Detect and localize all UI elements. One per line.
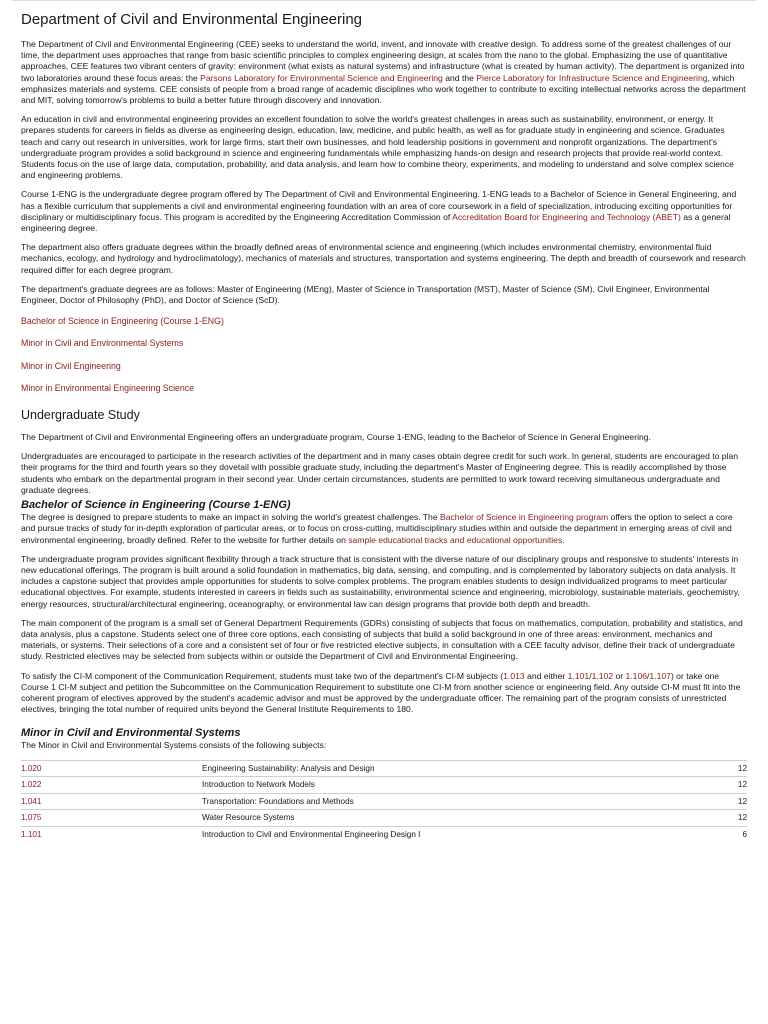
- table-row: [21, 810, 747, 827]
- graduate-areas-paragraph: The department also offers graduate degrees within the broadly defined areas of environmental science and engineering (which includes environmental chemistry, environmental fluid mechanics, ecology, and hydrology and hydroclimatology), mechanics of materials and structures, transportation and systems engineering. The depth and breadth of coursework and research required differ for each degree program.: [21, 242, 746, 275]
- subject-units: 12: [687, 793, 747, 810]
- pierce-lab-link[interactable]: Pierce Laboratory for Infrastructure Science and Engineering: [476, 72, 708, 83]
- undergraduate-intro-paragraph: The Department of Civil and Environmental Engineering offers an undergraduate program, Course 1-ENG, leading to the Bachelor of Science in General Engineering.: [21, 432, 651, 443]
- undergraduate-research-paragraph: Undergraduates are encouraged to participate in the research activities of the department and in many cases obtain degree credit for such work. In general, students are encouraged to plan their programs for the third and fourth years so they dovetail with possible graduate study, including the department's Master of Engineering degree. This is readily accomplished by those students who embark on the departmental program in their second year. Under certain circumstances, students are permitted to work toward receiving simultaneous undergraduate and graduate degrees.: [21, 451, 739, 495]
- subject-title: Engineering Sustainability: Analysis and Design: [202, 760, 687, 777]
- bs-degree-paragraph: The degree is designed to prepare students to make an impact in solving the world's greatest challenges. The Bachelor of Science in Engineering program offers the option to select a core and pursue tracks of study for in-depth exploration of particular areas, or to focus on cross-cutting, multidisciplinary studies within and outside the department in emerging areas of civil and environmental engineering, broadly defined. Refer to the website for further details on sample educational tracks and educational opportunities.: [21, 512, 733, 545]
- subject-units: 12: [687, 760, 747, 777]
- subject-link-1013[interactable]: 1.013: [503, 670, 525, 681]
- bs-gdr-paragraph: The main component of the program is a small set of General Department Requirements (GDRs) consisting of subjects that focus on mathematics, computation, probability and statistics, and data analysis, plus a capstone. Students select one of three core options, each consisting of subjects that build a solid background in one of three areas: environment, mechanics and materials, or systems. Their selections of a core and a consistent set of four or five restricted elective subjects, in consultation with a CEE faculty advisor, define their track of undergraduate study. Restricted electives may be selected from subjects within or outside the Department of Civil and Environmental Engineering.: [21, 617, 743, 662]
- minor-civil-env-systems-link[interactable]: Minor in Civil and Environmental Systems: [21, 338, 184, 349]
- table-row: [21, 777, 747, 794]
- undergraduate-study-heading: Undergraduate Study: [21, 408, 140, 423]
- subject-code-link[interactable]: 1.022: [21, 780, 42, 790]
- subject-units: 6: [687, 826, 747, 842]
- subject-units: 12: [687, 810, 747, 827]
- subject-title: Transportation: Foundations and Methods: [202, 793, 687, 810]
- graduate-degrees-paragraph: The department's graduate degrees are as follows: Master of Engineering (MEng), Master of Science in Transportation (MST), Master of Science (SM), Civil Engineer, Environmental Engineer, Doctor of Philosophy (PhD), and Doctor of Science (ScD).: [21, 283, 710, 306]
- subject-link-1101[interactable]: 1.101: [567, 670, 590, 681]
- subject-link-1106[interactable]: 1.106: [625, 670, 648, 681]
- subject-link-1102[interactable]: 1.102: [591, 670, 614, 681]
- subject-title: Introduction to Civil and Environmental Engineering Design I: [202, 826, 687, 842]
- bs-engineering-heading: Bachelor of Science in Engineering (Course 1-ENG): [21, 499, 291, 512]
- subject-link-1107[interactable]: 1.107: [649, 670, 671, 681]
- minor-env-engineering-science-link[interactable]: Minor in Environmental Engineering Science: [21, 382, 195, 393]
- bs-program-link[interactable]: Bachelor of Science in Engineering program: [440, 512, 609, 523]
- minor-intro-paragraph: The Minor in Civil and Environmental Systems consists of the following subjects:: [21, 740, 327, 751]
- minor-civil-engineering-link[interactable]: Minor in Civil Engineering: [21, 360, 121, 371]
- main-content: [21, 0, 747, 842]
- subject-units: 12: [687, 777, 747, 794]
- table-row: [21, 793, 747, 810]
- education-paragraph: An education in civil and environmental engineering provides an excellent foundation to solve the world's greatest challenges in areas such as sustainability, environment, or energy. It prepares students for careers in fields as diverse as engineering design, education, law, medicine, and public health, as well as for graduate study in engineering and science. Graduates teach and carry out research in universities, work for large firms, start their own businesses, and hold leadership positions in government and nonprofit organizations. The department's undergraduate program provides a solid background in science and engineering fundamentals while emphasizing hands-on design and research projects that provide real-world context. Students focus on the use of large data, computation, probability, and data analysis, and learn how to combine theory, experiments, and modeling to understand and solve complex science and engineering problems.: [21, 114, 734, 181]
- bs-cim-paragraph: To satisfy the CI-M component of the Communication Requirement, students must take two of the department's CI-M subjects (1.013 and either 1.101/1.102 or 1.106/1.107) or take one Course 1 CI-M subject and petition the Subcommittee on the Communication Requirement to substitute one CI-M from another science or engineering field. Any outside CI-M must fit into the coherent program of electives approved by the student's academic advisor and must be approved by the undergraduate officer. The remaining part of the program consists of unrestricted electives, bringing the total number of required units beyond the General Institute Requirements to 180.: [21, 670, 741, 715]
- intro-paragraph: The Department of Civil and Environmental Engineering (CEE) seeks to understand the world, invent, and innovate with creative design. To address some of the greatest challenges of our time, the department uses approaches that range from basic scientific principles to complex engineering design, at scales from the nano to the global. Emphasizing the use of quantitative approaches, CEE features two vibrant centers of gravity: environment (what exists as natural systems) and infrastructure (what is created by human activity). The department is organized into two laboratories around these focus areas: the Parsons Laboratory for Environmental Science and Engineering and the Pierce Laboratory for Infrastructure Science and Engineering, which emphasizes materials and systems. CEE consists of people from a broad range of academic disciplines who work together to contribute to exciting intellectual networks across the department and MIT, solving tomorrow's problems to build a better future through discovery and innovation.: [21, 39, 746, 106]
- table-row: [21, 826, 747, 842]
- subject-title: Water Resource Systems: [202, 810, 687, 827]
- bs-engineering-link[interactable]: Bachelor of Science in Engineering (Course 1-ENG): [21, 316, 224, 327]
- course-1eng-paragraph: Course 1-ENG is the undergraduate degree program offered by The Department of Civil and Environmental Engineering. 1-ENG leads to a Bachelor of Science in General Engineering, and has a flexible curriculum that supplements a civil and environmental engineering foundation with an area of core coursework in a field of specialization, introducing exciting opportunities for disciplinary or multidisciplinary focus. This program is accredited by the Engineering Accreditation Commission of Accreditation Board for Engineering and Technology (ABET) as a general engineering degree.: [21, 189, 737, 234]
- program-links: [21, 316, 747, 394]
- bs-flexibility-paragraph: The undergraduate program provides significant flexibility through a track structure that is consistent with the diverse nature of our disciplinary groups and responsive to students' interests in new educational offerings. The program is built around a solid foundation in mathematics, big data, sensing, and computing, and is complemented by laboratory subjects on data analysis. It includes a capstone subject that provides ample opportunities for students to solve complex problems. The program enables students to design individualized programs to meet particular educational objectives. For example, students interested in careers in fields such as sustainability, environmental science and engineering, microbiology, sustainable materials, geochemistry, energy resources, structural/architectural engineering, oceanography, or environmental law can design programs that provide both depth and breadth.: [21, 553, 740, 609]
- subject-code-link[interactable]: 1.041: [21, 796, 42, 806]
- subject-code-link[interactable]: 1.101: [21, 829, 42, 839]
- table-row: [21, 760, 747, 777]
- parsons-lab-link[interactable]: Parsons Laboratory for Environmental Science and Engineering: [200, 72, 443, 83]
- subject-code-link[interactable]: 1.020: [21, 763, 42, 773]
- minor-civil-env-systems-heading: Minor in Civil and Environmental Systems: [21, 727, 241, 740]
- sample-tracks-link[interactable]: sample educational tracks and educational opportunities: [348, 534, 563, 545]
- subject-title: Introduction to Network Models: [202, 777, 687, 794]
- minor-subjects-table: [21, 760, 747, 843]
- page-title: Department of Civil and Environmental Engineering: [21, 11, 363, 28]
- subject-code-link[interactable]: 1.075: [21, 813, 42, 823]
- abet-link[interactable]: Accreditation Board for Engineering and Technology (ABET): [452, 211, 681, 222]
